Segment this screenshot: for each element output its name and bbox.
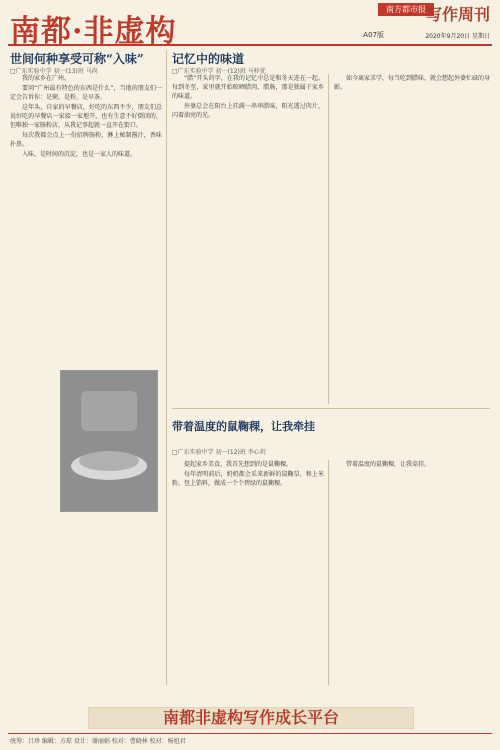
article-2-body-right: [334, 74, 490, 404]
section-title: 写作周刊: [425, 5, 490, 24]
newspaper-logo: 南方都市报: [378, 3, 434, 16]
food-photo: [60, 370, 158, 512]
article-3-paragraph: 提起家乡美食，我首先想到的是鼠鞠稞。: [184, 461, 293, 468]
article-3-paragraph: 带着温度的鼠鞠稞，让我牵挂。: [346, 461, 431, 468]
promo-banner-text: 南都非虚构写作成长平台: [162, 708, 339, 727]
page-number: A07版: [363, 31, 384, 39]
article-1-title: 世间何种享受可称“入味”: [10, 52, 144, 66]
article-3-body-right: [334, 460, 490, 685]
article-2-body-left: [172, 74, 324, 404]
article-3-paragraph: 每年清明前后，奶奶都会采来新鲜的鼠鞠草，和上米粉，包上馅料，做成一个个碧绿的鼠鞠稞。: [172, 471, 324, 487]
column-divider: [328, 74, 329, 404]
article-1-paragraph: 这年头，自家的早餐店，好吃的东西不少，朋友们总说好吃的早餐店一家接一家地开，也有生意不好倒闭的，但唯独一家肠粉店，从我记事起就一直开在街口。: [10, 104, 162, 129]
promo-banner: [88, 707, 414, 729]
article-2-byline: □广东实验中学 初一(12)班 马梓优: [172, 68, 266, 75]
column-divider: [328, 460, 329, 685]
article-2-title: 记忆中的味道: [172, 52, 245, 66]
article-2-paragraph: “腊”开头的字，在我的记忆中总是和冬天连在一起。每到冬至，家里就开始晾晒腊肉、腊肠，那是独属于家乡的味道。: [172, 75, 324, 100]
article-1-paragraph: 每次我都会点上一份招牌肠粉，淋上秘制酱汁，香味扑鼻。: [10, 132, 162, 148]
article-1-byline: □广东实验中学 初一(13)班 马尚: [10, 68, 98, 75]
footer-rule: [8, 733, 492, 734]
article-1-paragraph: 入味，是时间的沉淀，也是一家人的味道。: [22, 151, 137, 158]
masthead-rule: [8, 44, 492, 46]
section-divider: [172, 408, 490, 409]
article-3-title: 带着温度的鼠鞠稞，让我牵挂: [172, 420, 315, 433]
food-photo-graphic: [61, 371, 157, 511]
issue-date: 2020年9月20日 星期日: [425, 33, 490, 40]
article-1-paragraph: 要问“广州最有特色的东西是什么”，当地的朋友们一定会告诉你：是粥，是粉，是早茶。: [10, 85, 162, 101]
column-divider: [166, 50, 167, 685]
article-3-byline: □广东实验中学 初一(12)班 李心玥: [172, 449, 266, 456]
masthead: [0, 0, 500, 49]
article-3-body-left: [172, 460, 324, 685]
article-2-paragraph: 外婆总会在阳台上挂满一串串腊味，阳光透过肉片，闪着油亮的光。: [172, 103, 324, 119]
masthead-title: 南都·非虚构: [10, 14, 177, 49]
footer-credits: 统筹：吕珍 编辑：方琼 设计：谢丽娟 校对：曹晓林 校对：杨旭君: [10, 738, 186, 745]
article-1-paragraph: 我的家乡在广州。: [22, 75, 71, 82]
article-2-paragraph: 如今离家求学，每当吃到腊味，就会想起外婆忙碌的身影。: [334, 75, 490, 91]
